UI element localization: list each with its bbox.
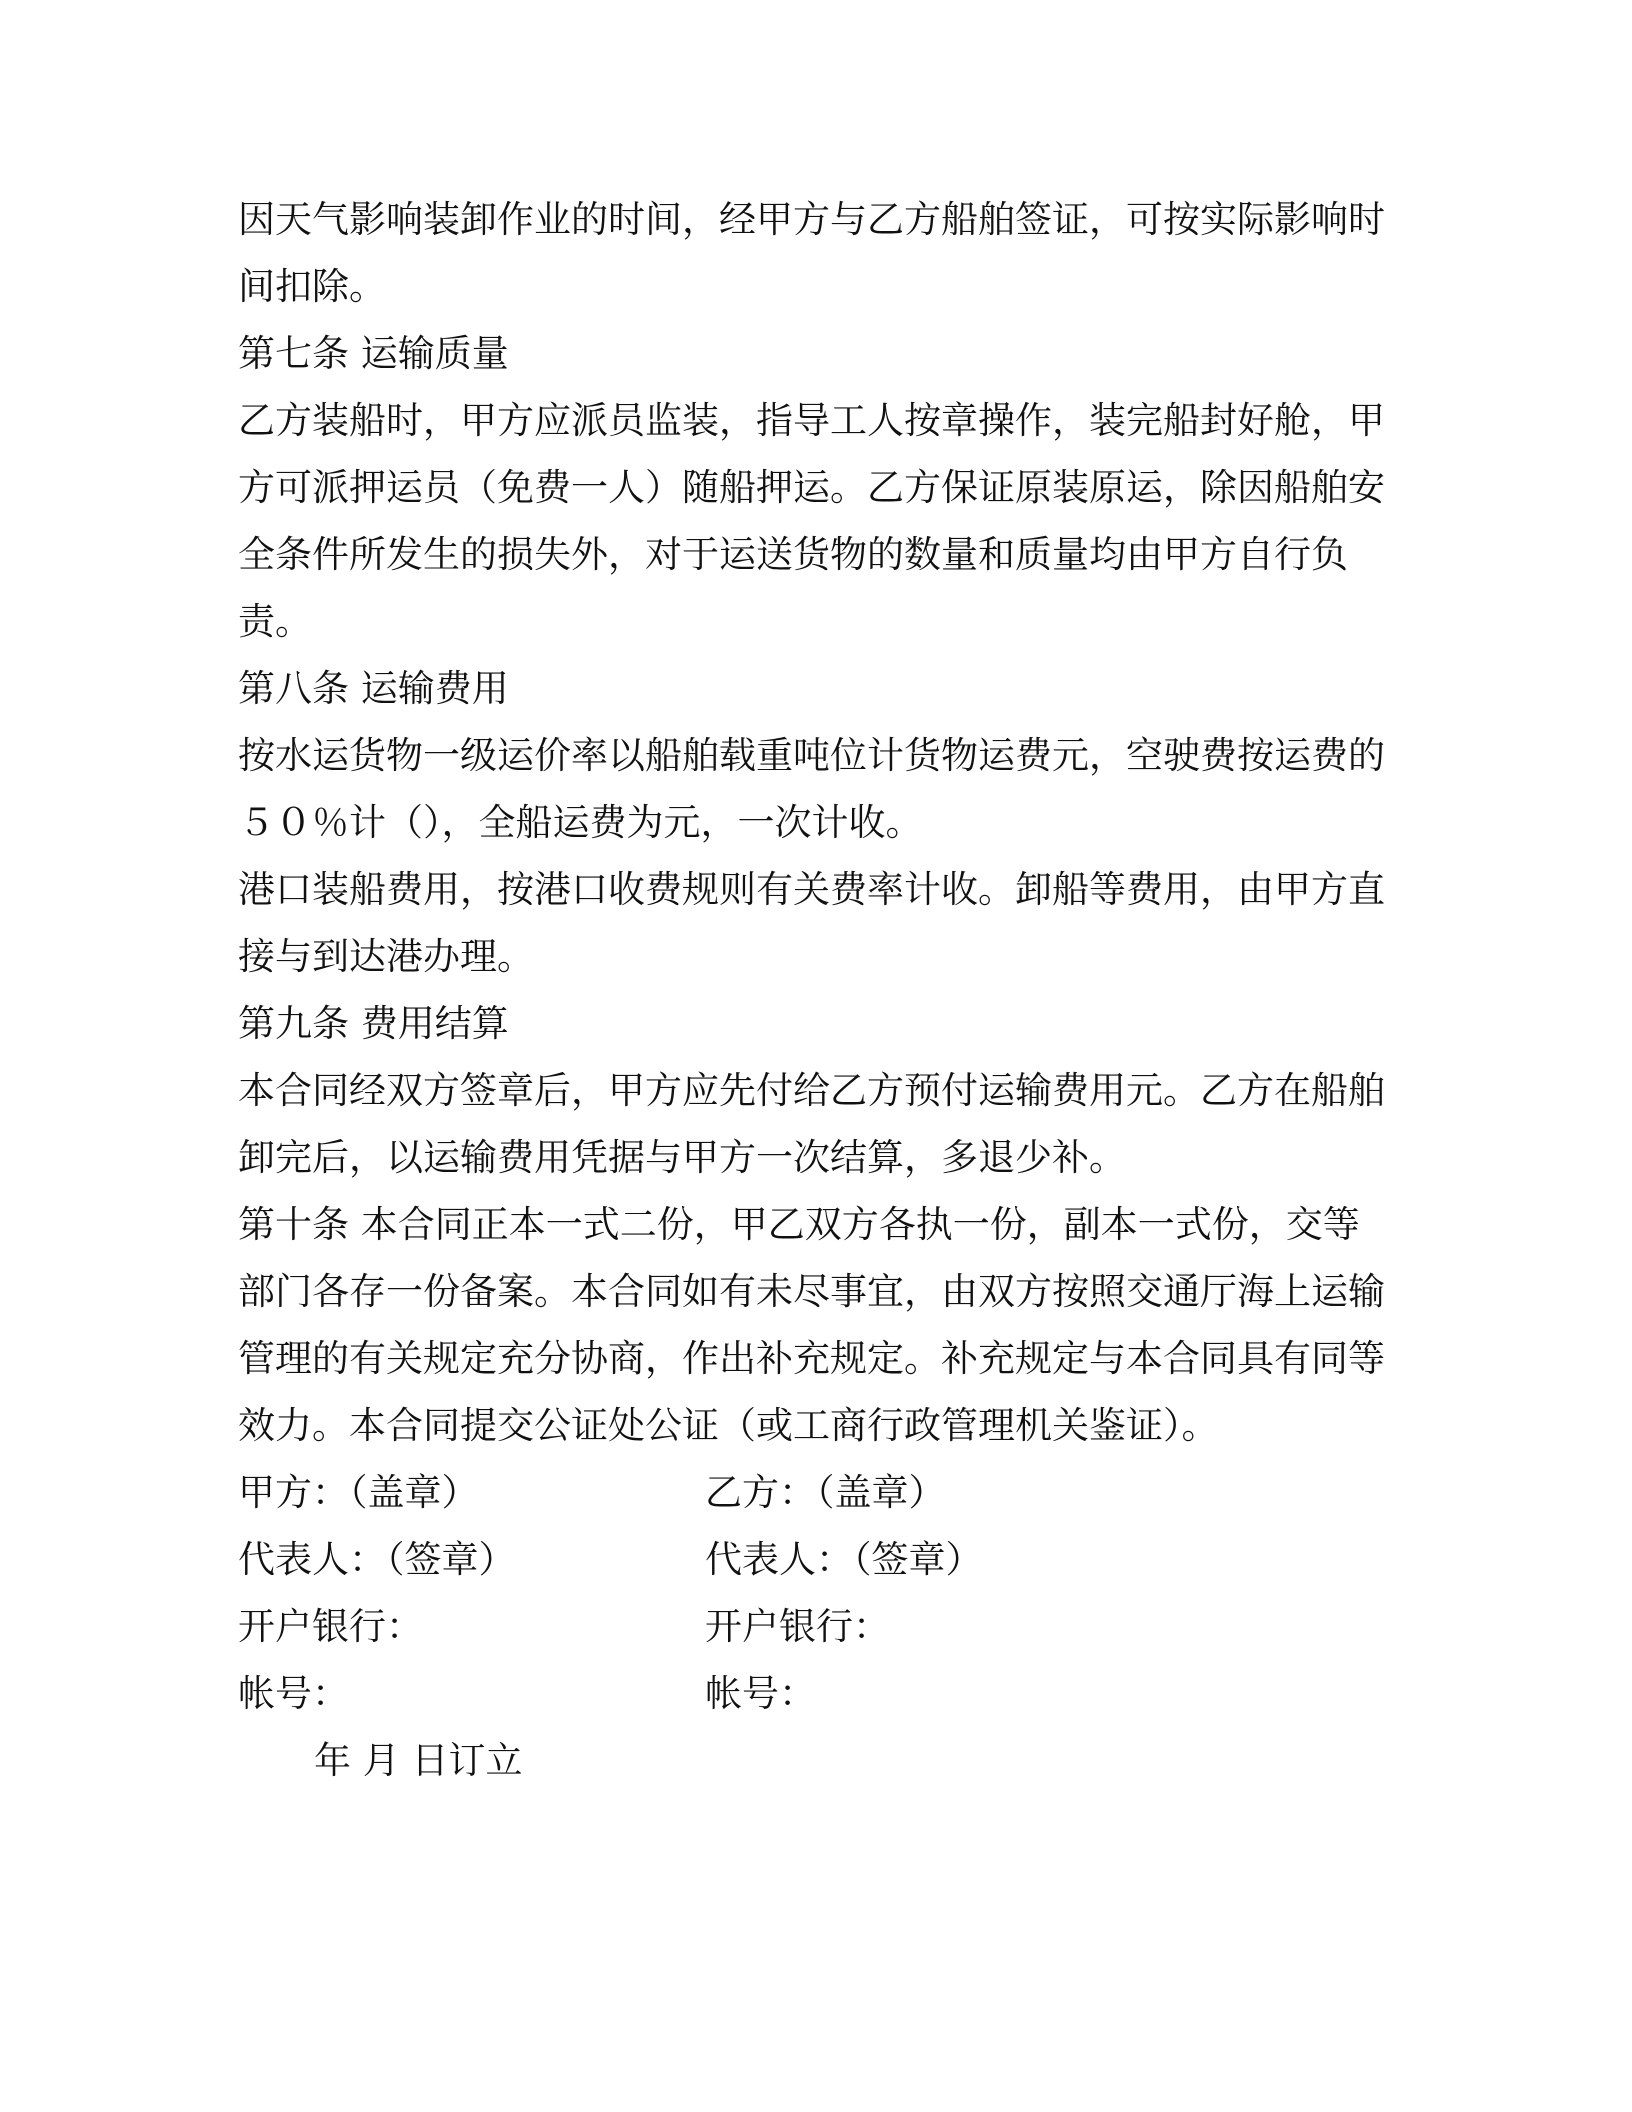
signing-date: 年 月 日订立 bbox=[314, 1739, 523, 1782]
party-b-account: 帐号： bbox=[705, 1672, 816, 1715]
article-7-heading: 第七条 运输质量 bbox=[238, 332, 509, 375]
party-b-bank: 开户银行： bbox=[705, 1605, 890, 1648]
body-line: 因天气影响装卸作业的时间，经甲方与乙方船舶签证，可按实际影响时 bbox=[238, 198, 1385, 241]
body-line: 责。 bbox=[238, 600, 312, 643]
body-line: ５０％计（），全船运费为元，一次计收。 bbox=[238, 801, 923, 844]
body-line: 方可派押运员（免费一人）随船押运。乙方保证原装原运，除因船舶安 bbox=[238, 466, 1385, 509]
body-line: 管理的有关规定充分协商，作出补充规定。补充规定与本合同具有同等 bbox=[238, 1337, 1385, 1380]
body-line: 全条件所发生的损失外，对于运送货物的数量和质量均由甲方自行负 bbox=[238, 533, 1348, 576]
body-line: 乙方装船时，甲方应派员监装，指导工人按章操作，装完船封好舱，甲 bbox=[238, 399, 1385, 442]
signature-row-seal bbox=[238, 1459, 1398, 1526]
signature-row-representative bbox=[238, 1526, 1398, 1593]
body-line: 按水运货物一级运价率以船舶载重吨位计货物运费元，空驶费按运费的 bbox=[238, 734, 1385, 777]
article-9-heading: 第九条 费用结算 bbox=[238, 1002, 509, 1045]
article-10-line: 第十条 本合同正本一式二份，甲乙双方各执一份，副本一式份，交等 bbox=[238, 1203, 1360, 1246]
body-line: 港口装船费用，按港口收费规则有关费率计收。卸船等费用，由甲方直 bbox=[238, 868, 1385, 911]
party-b-representative: 代表人：（签章） bbox=[705, 1538, 983, 1581]
party-a-account: 帐号： bbox=[238, 1672, 349, 1715]
contract-body bbox=[238, 186, 1398, 1794]
signature-row-account bbox=[238, 1660, 1398, 1727]
body-line: 间扣除。 bbox=[238, 265, 386, 308]
body-line: 接与到达港办理。 bbox=[238, 935, 534, 978]
signature-row-bank bbox=[238, 1593, 1398, 1660]
body-line: 效力。本合同提交公证处公证（或工商行政管理机关鉴证）。 bbox=[238, 1404, 1219, 1447]
body-line: 卸完后，以运输费用凭据与甲方一次结算，多退少补。 bbox=[238, 1136, 1126, 1179]
party-a-seal: 甲方：（盖章） bbox=[238, 1471, 479, 1514]
party-a-bank: 开户银行： bbox=[238, 1605, 423, 1648]
party-b-seal: 乙方：（盖章） bbox=[705, 1471, 946, 1514]
article-8-heading: 第八条 运输费用 bbox=[238, 667, 509, 710]
body-line: 部门各存一份备案。本合同如有未尽事宜，由双方按照交通厅海上运输 bbox=[238, 1270, 1385, 1313]
body-line: 本合同经双方签章后，甲方应先付给乙方预付运输费用元。乙方在船舶 bbox=[238, 1069, 1385, 1112]
party-a-representative: 代表人：（签章） bbox=[238, 1538, 516, 1581]
